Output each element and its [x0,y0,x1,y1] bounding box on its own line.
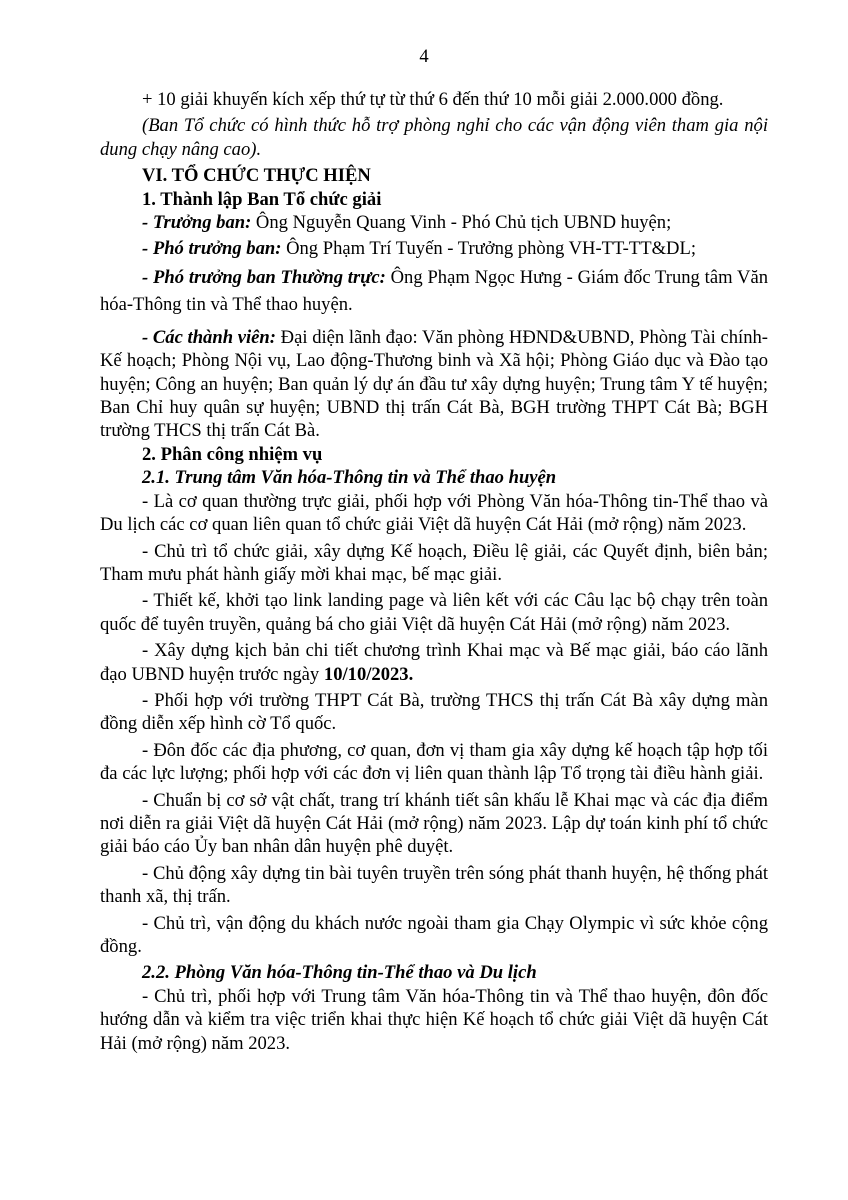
committee-head-text: Ông Nguyễn Quang Vinh - Phó Chủ tịch UBND huyện; [251,212,672,234]
note-accommodation: (Ban Tổ chức có hình thức hỗ trợ phòng nghỉ cho các vận động viên tham gia nội dung chạy nâng cao). [100,115,768,160]
task-item: - Là cơ quan thường trực giải, phối hợp với Phòng Văn hóa-Thông tin-Thể thao và Du lịch các cơ quan liên quan tổ chức giải Việt dã huyện Cát Hải (mở rộng) năm 2023. [100,490,768,536]
task-item: - Chủ động xây dựng tin bài tuyên truyền trên sóng phát thanh huyện, hệ thống phát thanh xã, thị trấn. [100,862,768,908]
section-heading-vi: VI. TỔ CHỨC THỰC HIỆN [142,165,371,187]
task-item: - Chủ trì, phối hợp với Trung tâm Văn hóa-Thông tin và Thể thao huyện, đôn đốc hướng dẫn và kiểm tra việc triển khai thực hiện Kế hoạch tổ chức giải Việt dã huyện Cát Hải (mở rộng) năm 2023. [100,985,768,1054]
page-number: 4 [419,46,429,67]
heading-culture-department: 2.2. Phòng Văn hóa-Thông tin-Thể thao và Du lịch [142,962,537,984]
committee-deputy [100,237,768,260]
heading-task-assignment: 2. Phân công nhiệm vụ [142,443,323,465]
task-item [100,639,768,686]
heading-culture-center: 2.1. Trung tâm Văn hóa-Thông tin và Thể thao huyện [142,467,557,489]
committee-head [100,211,768,234]
heading-organizing-committee: 1. Thành lập Ban Tổ chức giải [142,188,382,210]
task-item: - Chuẩn bị cơ sở vật chất, trang trí khánh tiết sân khấu lễ Khai mạc và các địa điểm nơi diễn ra giải Việt dã huyện Cát Hải (mở rộng) năm 2023. Lập dự toán kinh phí tổ chức giải báo cáo Ủy ban nhân dân huyện phê duyệt. [100,789,768,858]
deadline-date: 10/10/2023. [323,663,414,685]
committee-members [100,326,768,443]
committee-deputy-text: Ông Phạm Trí Tuyến - Trưởng phòng VH-TT-TT&DL; [281,238,697,260]
committee-members-text: Đại diện lãnh đạo: Văn phòng HĐND&UBND, Phòng Tài chính-Kế hoạch; Phòng Nội vụ, Lao động-Thương binh và Xã hội; Phòng Giáo dục và Đào tạo huyện; Công an huyện; Ban quản lý dự án đầu tư xây dựng huyện; Trung tâm Y tế huyện; Ban Chỉ huy quân sự huyện; UBND thị trấn Cát Bà, BGH trường THPT Cát Bà; BGH trường THCS thị trấn Cát Bà. [100,326,768,442]
task-item: - Chủ trì, vận động du khách nước ngoài tham gia Chạy Olympic vì sức khỏe cộng đồng. [100,912,768,957]
task-item: - Đôn đốc các địa phương, cơ quan, đơn vị tham gia xây dựng kế hoạch tập hợp tối đa các lực lượng; phối hợp với các đơn vị liên quan thành lập Tổ trọng tài điều hành giải. [100,739,768,785]
committee-members-label: - Các thành viên: [142,326,276,348]
committee-head-label: - Trưởng ban: [142,212,252,234]
committee-standing-deputy [100,264,768,318]
prize-line: + 10 giải khuyến kích xếp thứ tự từ thứ 6 đến thứ 10 mỗi giải 2.000.000 đồng. [142,89,724,110]
document-body [100,88,768,1055]
task-item: - Thiết kế, khởi tạo link landing page và liên kết với các Câu lạc bộ chạy trên toàn quốc để tuyên truyền, quảng bá cho giải Việt dã huyện Cát Hải (mở rộng) năm 2023. [100,590,768,635]
task-item: - Phối hợp với trường THPT Cát Bà, trường THCS thị trấn Cát Bà xây dựng màn đồng diễn xếp hình cờ Tổ quốc. [100,689,768,735]
committee-standing-deputy-text: Ông Phạm Ngọc Hưng - Giám đốc Trung tâm Văn hóa-Thông tin và Thể thao huyện. [100,266,768,315]
committee-deputy-label: - Phó trưởng ban: [142,238,282,260]
committee-standing-deputy-label: - Phó trưởng ban Thường trực: [142,266,386,288]
task-item: - Chủ trì tổ chức giải, xây dựng Kế hoạch, Điều lệ giải, các Quyết định, biên bản; Tham mưu phát hành giấy mời khai mạc, bế mạc giải. [100,540,768,585]
task-item-text: - Xây dựng kịch bản chi tiết chương trình Khai mạc và Bế mạc giải, báo cáo lãnh đạo UBND huyện trước ngày [100,640,768,685]
